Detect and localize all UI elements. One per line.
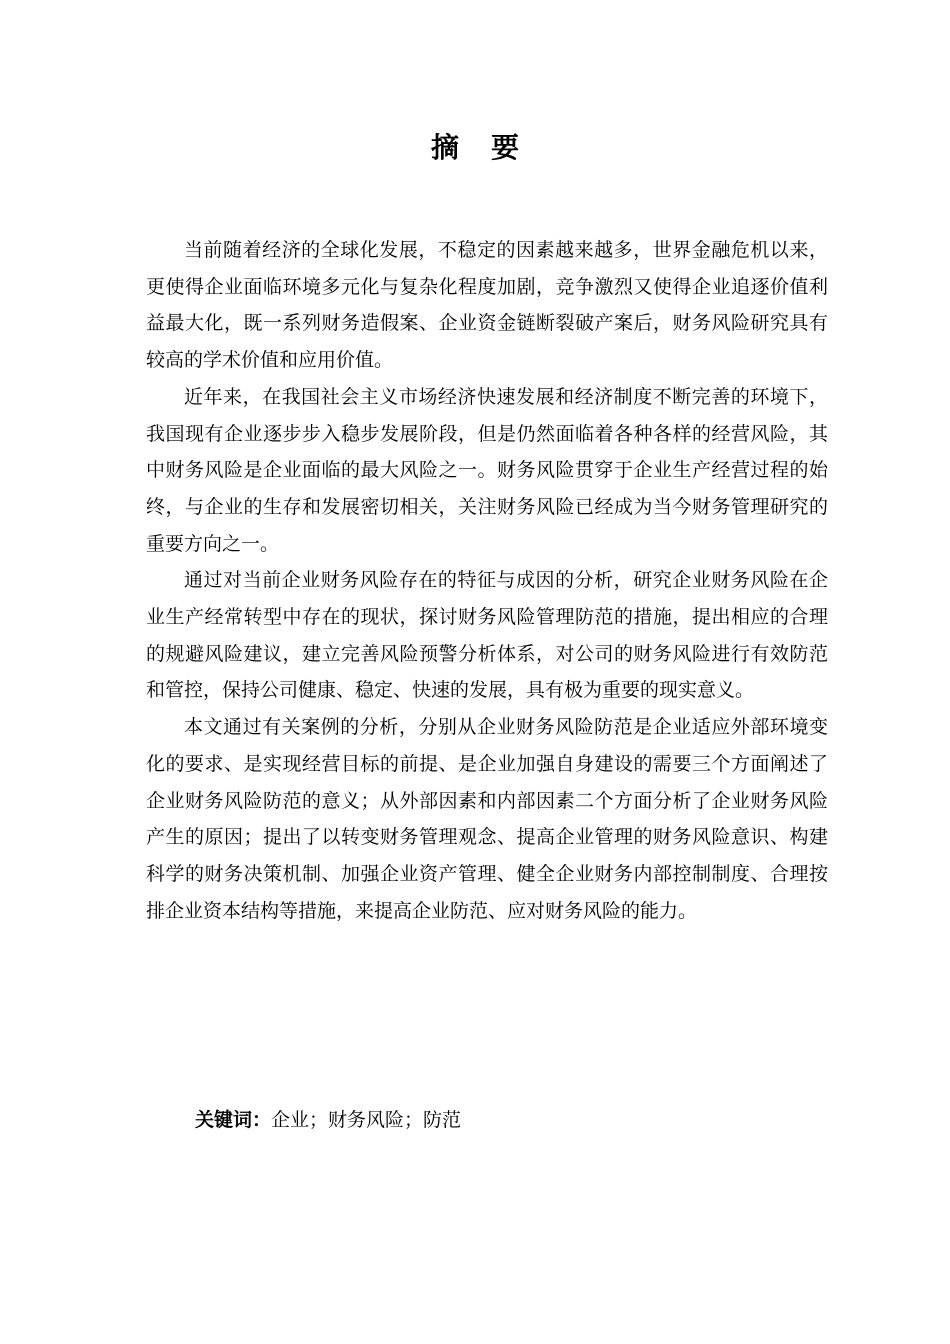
title-char-2: 要 xyxy=(491,131,520,164)
abstract-paragraph-2: 近年来，在我国社会主义市场经济快速发展和经济制度不断完善的环境下，我国现有企业逐步步入稳步发展阶段，但是仍然面临着各种各样的经营风险，其中财务风险是企业面临的最大风险之一。财务风险贯穿于企业生产经营过程的始终，与企业的生存和发展密切相关，关注财务风险已经成为当今财务管理研究的重要方向之一。 xyxy=(146,385,828,555)
abstract-paragraph-1: 当前随着经济的全球化发展，不稳定的因素越来越多，世界金融危机以来，更使得企业面临环境多元化与复杂化程度加剧，竞争激烈又使得企业追逐价值利益最大化，既一系列财务造假案、企业资金链断裂破产案后，财务风险研究具有较高的学术价值和应用价值。 xyxy=(146,239,828,372)
title-char-1: 摘 xyxy=(430,131,459,164)
keywords-label: 关键词： xyxy=(195,1109,272,1131)
abstract-paragraph-3: 通过对当前企业财务风险存在的特征与成因的分析，研究企业财务风险在企业生产经常转型中存在的现状，探讨财务风险管理防范的措施，提出相应的合理的规避风险建议，建立完善风险预警分析体系，对公司的财务风险进行有效防范和管控，保持公司健康、稳定、快速的发展，具有极为重要的现实意义。 xyxy=(146,569,828,702)
page-title xyxy=(0,128,950,168)
abstract-body xyxy=(146,232,828,929)
abstract-paragraph-4: 本文通过有关案例的分析，分别从企业财务风险防范是企业适应外部环境变化的要求、是实现经营目标的前提、是企业加强自身建设的需要三个方面阐述了企业财务风险防范的意义；从外部因素和内部因素二个方面分析了企业财务风险产生的原因；提出了以转变财务管理观念、提高企业管理的财务风险意识、构建科学的财务决策机制、加强企业资产管理、健全企业财务内部控制制度、合理按排企业资本结构等措施，来提高企业防范、应对财务风险的能力。 xyxy=(146,716,828,922)
keywords-line xyxy=(195,1103,461,1137)
keywords-value: 企业；财务风险；防范 xyxy=(271,1109,462,1131)
